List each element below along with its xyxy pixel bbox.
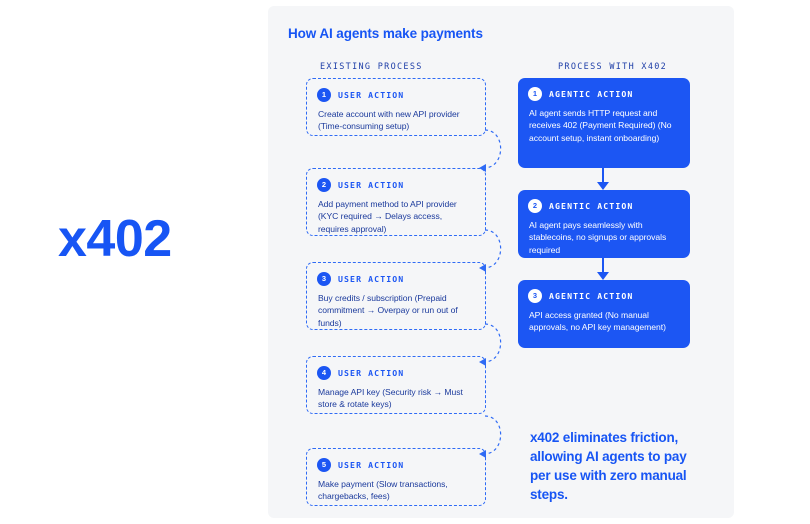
card-header (317, 366, 404, 380)
step-description: AI agent sends HTTP request and receives 402 (Payment Required) (No account setup, instant onboarding) (529, 108, 672, 143)
step-type-label: AGENTIC ACTION (549, 89, 634, 99)
x402-step-card-1[interactable] (518, 78, 690, 168)
step-type-label: USER ACTION (338, 460, 405, 470)
column-header-existing: EXISTING PROCESS (320, 62, 423, 72)
brand-area (0, 0, 268, 524)
step-type-label: AGENTIC ACTION (549, 201, 634, 211)
summary-statement: x402 eliminates friction, allowing AI agents to pay per use with zero manual steps. (530, 430, 687, 503)
card-header (317, 178, 404, 192)
card-header (528, 289, 633, 303)
existing-step-card-2[interactable] (306, 168, 486, 236)
card-header (317, 272, 404, 286)
step-description: Make payment (Slow transactions, chargebacks, fees) (318, 479, 448, 502)
step-number-badge: 3 (317, 272, 331, 286)
step-description: API access granted (No manual approvals, no API key management) (529, 310, 666, 333)
card-header (317, 458, 404, 472)
step-number-badge: 1 (528, 87, 542, 101)
existing-step-card-4[interactable] (306, 356, 486, 414)
step-type-label: USER ACTION (338, 368, 405, 378)
step-description: AI agent pays seamlessly with stablecoins, no signups or approvals required (529, 220, 667, 255)
step-number-badge: 2 (528, 199, 542, 213)
card-header (528, 199, 633, 213)
column-header-x402: PROCESS WITH X402 (558, 62, 668, 72)
step-description: Create account with new API provider (Time-consuming setup) (318, 109, 460, 132)
step-type-label: AGENTIC ACTION (549, 291, 634, 301)
step-number-badge: 5 (317, 458, 331, 472)
step-description: Manage API key (Security risk → Must store & rotate keys) (318, 387, 463, 410)
existing-step-card-1[interactable] (306, 78, 486, 136)
step-type-label: USER ACTION (338, 180, 405, 190)
step-number-badge: 1 (317, 88, 331, 102)
x402-step-card-3[interactable] (518, 280, 690, 348)
step-type-label: USER ACTION (338, 90, 405, 100)
diagram-panel (268, 6, 734, 518)
step-type-label: USER ACTION (338, 274, 405, 284)
card-header (528, 87, 633, 101)
step-description: Add payment method to API provider (KYC required → Delays access, requires approval) (318, 199, 457, 234)
step-description: Buy credits / subscription (Prepaid commitment → Overpay or run out of funds) (318, 293, 458, 328)
step-number-badge: 2 (317, 178, 331, 192)
existing-step-card-3[interactable] (306, 262, 486, 330)
page-title: How AI agents make payments (288, 26, 483, 41)
step-number-badge: 3 (528, 289, 542, 303)
x402-step-card-2[interactable] (518, 190, 690, 258)
step-number-badge: 4 (317, 366, 331, 380)
card-header (317, 88, 404, 102)
existing-step-card-5[interactable] (306, 448, 486, 506)
x402-wordmark: x402 (58, 210, 172, 268)
